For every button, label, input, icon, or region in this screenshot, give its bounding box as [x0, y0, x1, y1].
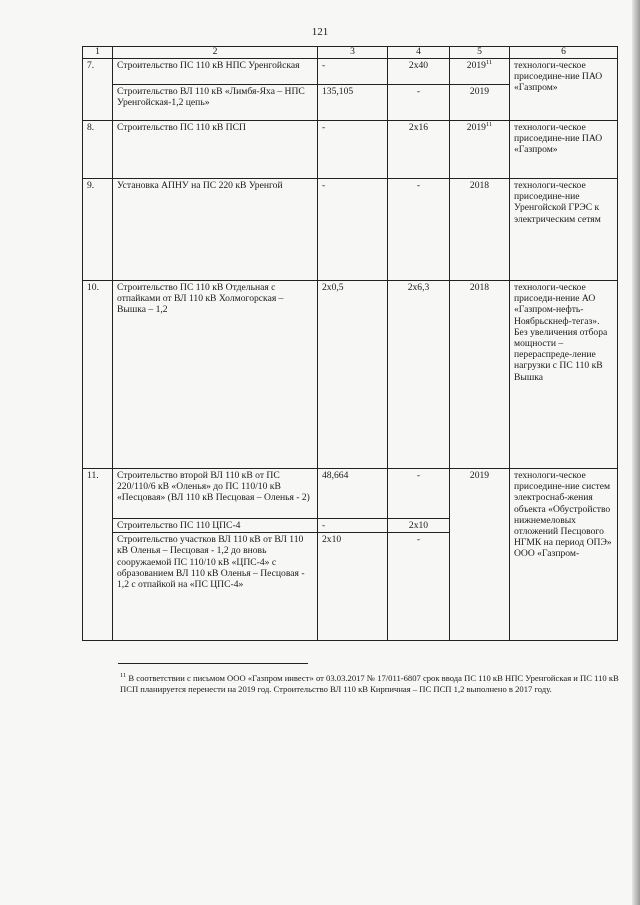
- table-header-row: [83, 47, 618, 59]
- header-cell: 5: [450, 47, 510, 59]
- footnote-ref: 11: [485, 120, 493, 128]
- capacity-value: -: [388, 85, 450, 121]
- line-length-value: 48,664: [318, 469, 388, 519]
- object-name: Строительство ПС 110 кВ ПСП: [113, 121, 318, 179]
- object-name: Установка АПНУ на ПС 220 кВ Уренгой: [113, 179, 318, 281]
- footnote-text: В соответствии с письмом ООО «Газпром инвест» от 03.03.2017 № 17/011-6807 срок ввода ПС 110 кВ НПС Уренгойская и ПС 110 кВ ПСП планируется перенести на 2019 год. Строительство ВЛ 110 кВ Кирпичная – ПС ПСП 1,2 выполнено в 2017 году.: [120, 673, 619, 694]
- year-text: 2019: [466, 122, 486, 133]
- line-length-value: 2х10: [318, 533, 388, 641]
- object-name: Строительство ПС 110 кВ НПС Уренгойская: [113, 59, 318, 85]
- header-cell: 2: [113, 47, 318, 59]
- year-value: 2019: [450, 469, 510, 641]
- capacity-value: 2х16: [388, 121, 450, 179]
- investment-table: [82, 46, 618, 641]
- line-length-value: -: [318, 179, 388, 281]
- footnote-ref: 11: [485, 58, 493, 66]
- year-value: 2019: [450, 85, 510, 121]
- line-length-value: -: [318, 519, 388, 533]
- footnote-separator: [118, 663, 308, 664]
- footnote: [120, 673, 620, 695]
- table-row: [83, 121, 618, 179]
- object-name: Строительство ПС 110 кВ Отдельная с отпайками от ВЛ 110 кВ Холмогорская – Вышка – 1,2: [113, 281, 318, 469]
- line-length-value: 135,105: [318, 85, 388, 121]
- header-cell: 4: [388, 47, 450, 59]
- header-cell: 3: [318, 47, 388, 59]
- line-length-value: 2х0,5: [318, 281, 388, 469]
- row-number: 10.: [83, 281, 113, 469]
- table-row: [83, 469, 618, 519]
- object-name: Строительство ВЛ 110 кВ «Лимбя-Яха – НПС Уренгойская-1,2 цепь»: [113, 85, 318, 121]
- purpose-note: технологи-ческое присоеди-нение АО «Газпром-нефть-Ноябрьскнеф-тегаз». Без увеличения отбора мощности – перераспреде-ление нагрузки с ПС 110 кВ Вышка: [510, 281, 618, 469]
- purpose-note: технологи-ческое присоедине-ние ПАО «Газпром»: [510, 59, 618, 121]
- year-value: 2018: [450, 281, 510, 469]
- row-number: 7.: [83, 59, 113, 121]
- capacity-value: 2х40: [388, 59, 450, 85]
- capacity-value: 2х6,3: [388, 281, 450, 469]
- object-name: Строительство участков ВЛ 110 кВ от ВЛ 110 кВ Оленья – Песцовая - 1,2 до вновь сооружаемой ПС 110/10 кВ «ЦПС-4» с образованием ВЛ 110 кВ Оленья – Песцовая - 1,2 с отпайкой на «ПС ЦПС-4»: [113, 533, 318, 641]
- line-length-value: -: [318, 59, 388, 85]
- capacity-value: -: [388, 469, 450, 519]
- line-length-value: -: [318, 121, 388, 179]
- header-cell: 6: [510, 47, 618, 59]
- table-row: [83, 59, 618, 85]
- table-row: [83, 179, 618, 281]
- object-name: Строительство ПС 110 ЦПС-4: [113, 519, 318, 533]
- scan-edge-shadow: [632, 0, 640, 905]
- year-value: 2018: [450, 179, 510, 281]
- row-number: 11.: [83, 469, 113, 641]
- row-number: 9.: [83, 179, 113, 281]
- purpose-note: технологи-ческое присоедине-ние ПАО «Газпром»: [510, 121, 618, 179]
- capacity-value: -: [388, 533, 450, 641]
- footnote-mark: 11: [120, 672, 127, 680]
- row-number: 8.: [83, 121, 113, 179]
- purpose-note: технологи-ческое присоедине-ние систем электроснаб-жения объекта «Обустройство нижнемеловых отложений Песцового НГМК на период ОПЭ» ООО «Газпром-: [510, 469, 618, 641]
- year-text: 2019: [466, 60, 486, 71]
- table-row: [83, 281, 618, 469]
- header-cell: 1: [83, 47, 113, 59]
- year-value: [450, 59, 510, 85]
- object-name: Строительство второй ВЛ 110 кВ от ПС 220/110/6 кВ «Оленья» до ПС 110/10 кВ «Песцовая» (ВЛ 110 кВ Песцовая – Оленья - 2): [113, 469, 318, 519]
- capacity-value: 2х10: [388, 519, 450, 533]
- page-number: 121: [311, 26, 329, 38]
- year-value: [450, 121, 510, 179]
- purpose-note: технологи-ческое присоедине-ние Уренгойской ГРЭС к электрическим сетям: [510, 179, 618, 281]
- capacity-value: -: [388, 179, 450, 281]
